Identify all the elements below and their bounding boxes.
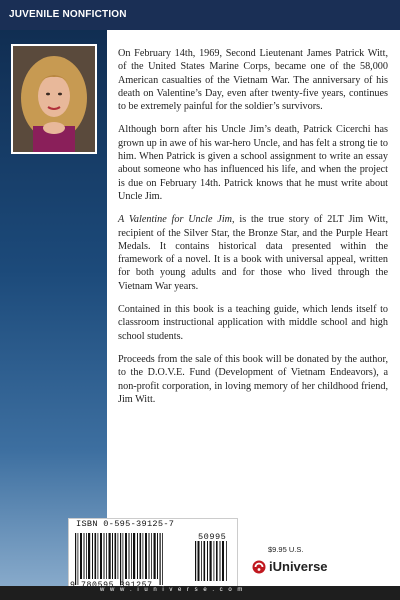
paragraph-3: [118, 213, 388, 293]
publisher-name: iUniverse: [269, 559, 328, 574]
category-label: JUVENILE NONFICTION: [9, 9, 127, 20]
paragraph-2: Although born after his Uncle Jim’s death, Patrick Cicerchi has grown up in awe of his war-hero Uncle, and has felt a strong tie to him. When Patrick is given a school assignment to write an essay about someone who has influenced his life, and when the project is due on February 14th. Patrick knows that he must write about Uncle Jim.: [118, 124, 388, 202]
author-portrait-illustration: [13, 46, 95, 152]
author-photo: [11, 44, 97, 154]
website-url: w w w . i u n i v e r s e . c o m: [100, 587, 245, 593]
title-suffix: ,: [232, 214, 235, 226]
publisher-logo: [252, 559, 328, 574]
book-title-italic: A Valentine for Uncle Jim: [118, 214, 233, 226]
paragraph-1: On February 14th, 1969, Second Lieutenant James Patrick Witt, of the United States Marine Corps, became one of the 58,000 American casualties of the Vietnam War. The anniversary of his death on Valentine’s Day, even after twenty-five years, continues to be extremely painful for the soldier’s survivors.: [118, 48, 388, 113]
paragraph-4: Contained in this book is a teaching guide, which lends itself to classroom instructional application with middle school and high school students.: [118, 304, 388, 342]
isbn-label: ISBN 0-595-39125-7: [76, 519, 175, 529]
iuniverse-logo-icon: [252, 560, 266, 574]
paragraph-5: Proceeds from the sale of this book will be donated by the author, to the D.O.V.E. Fund (Development of Vietnam Endeavors), a non-profit corporation, in loving memory of her childhood friend, Jim Witt.: [118, 353, 388, 405]
barcode-addon-number: 50995: [198, 532, 227, 542]
description-text: [118, 47, 388, 416]
paragraph-3-body: is the true story of 2LT Jim Witt, recipient of the Silver Star, the Bronze Star, and the Purple Heart Medals. It contains historical data presented within the framework of a novel. It is a book with universal appeal, written for both young adults and for those who lived through the Vietnam War years.: [118, 214, 389, 292]
price-label: $9.95 U.S.: [268, 545, 304, 554]
